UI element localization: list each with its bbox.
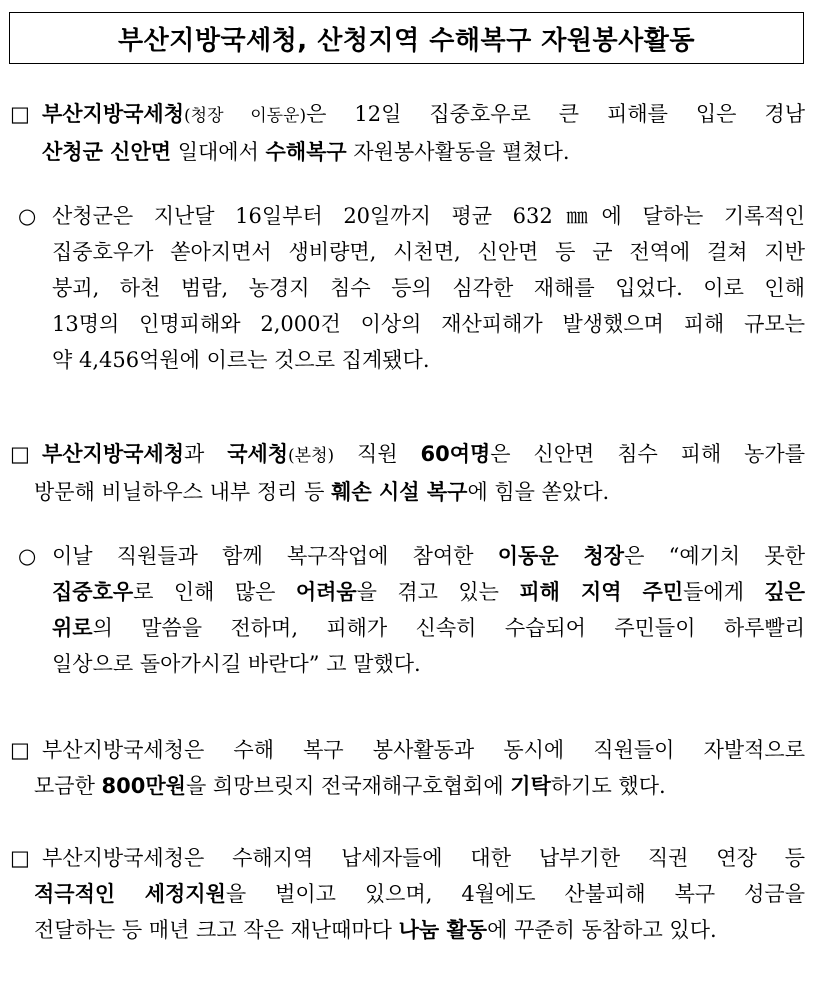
line: 일상으로 돌아가시길 바란다” 고 말했다. [52, 652, 421, 676]
text: 의 말씀을 전하며, 피해가 신속히 수습되어 주민들이 하루빨리 [92, 616, 805, 640]
line [34, 768, 805, 804]
bold-text: 수해복구 [265, 140, 347, 164]
line [34, 474, 805, 510]
text: 을 겪고 있는 [356, 580, 520, 604]
line: 약 4,456억원에 이르는 것으로 집계됐다. [52, 348, 430, 372]
text: 모금한 [34, 774, 102, 798]
square-bullet: □ [10, 442, 30, 466]
text: (청장 이동운) [184, 106, 307, 126]
line: 집중호우가 쏟아지면서 생비량면, 시천면, 신안면 등 군 전역에 걸쳐 지반 [52, 240, 805, 264]
bold-text: 국세청 [227, 442, 289, 466]
text: 에 꾸준히 동참하고 있다. [487, 918, 717, 942]
square-bullet: □ [10, 738, 30, 762]
text: 자원봉사활동을 펼쳤다. [346, 140, 570, 164]
bold-text: 적극적인 세정지원 [34, 882, 226, 906]
line [42, 436, 805, 474]
text: 을 벌이고 있으며, 4월에도 산불피해 복구 성금을 [225, 882, 805, 906]
circle-bullet: ○ [18, 204, 37, 228]
text: 과 [184, 442, 228, 466]
line: 13명의 인명피해와 2,000건 이상의 재산피해가 발생했으며 피해 규모는 [52, 312, 805, 336]
line: 부산지방국세청은 수해지역 납세자들에 대한 납부기한 직권 연장 등 [42, 846, 805, 870]
bold-text: 나눔 활동 [398, 918, 488, 942]
text: 전달하는 등 매년 크고 작은 재난때마다 [34, 918, 399, 942]
square-bullet: □ [10, 846, 30, 870]
bold-text: 산청군 신안면 [42, 140, 172, 164]
text: 이날 직원들과 함께 복구작업에 참여한 [52, 544, 498, 568]
line [52, 610, 805, 646]
text: 들에게 [683, 580, 765, 604]
bold-text: 깊은 [764, 580, 805, 604]
line [34, 876, 805, 912]
text: 은 신안면 침수 피해 농가를 [490, 442, 805, 466]
text: 직원 [334, 442, 421, 466]
bold-text: 위로 [52, 616, 93, 640]
text: 에 힘을 쏟았다. [467, 480, 610, 504]
line [52, 538, 805, 574]
line [42, 134, 805, 170]
text: 은 “예기치 못한 [624, 544, 805, 568]
text: 방문해 비닐하우스 내부 정리 등 [34, 480, 332, 504]
bold-text: 집중호우 [52, 580, 134, 604]
text: 하기도 했다. [550, 774, 666, 798]
bold-text: 피해 지역 주민 [519, 580, 684, 604]
paragraph-2 [18, 198, 805, 378]
document-title: 부산지방국세청, 산청지역 수해복구 자원봉사활동 [9, 12, 804, 64]
bold-text: 부산지방국세청 [42, 442, 185, 466]
paragraph-6 [10, 840, 805, 948]
bold-text: 부산지방국세청 [42, 102, 185, 126]
square-bullet: □ [10, 102, 30, 126]
circle-bullet: ○ [18, 544, 37, 568]
line: 붕괴, 하천 범람, 농경지 침수 등의 심각한 재해를 입었다. 이로 인해 [52, 276, 805, 300]
bold-text: 이동운 청장 [497, 544, 625, 568]
bold-text: 60여명 [420, 442, 491, 466]
text: 은 12일 집중호우로 큰 피해를 입은 경남 [306, 102, 805, 126]
line: 산청군은 지난달 16일부터 20일까지 평균 632㎜에 달하는 기록적인 [52, 204, 805, 228]
text: 을 희망브릿지 전국재해구호협회에 [185, 774, 511, 798]
bold-text: 훼손 시설 복구 [331, 480, 468, 504]
line [52, 574, 805, 610]
paragraph-1 [10, 96, 805, 170]
paragraph-5 [10, 732, 805, 804]
paragraph-4 [18, 538, 805, 682]
bold-text: 어려움 [295, 580, 357, 604]
line: 부산지방국세청은 수해 복구 봉사활동과 동시에 직원들이 자발적으로 [42, 738, 805, 762]
bold-text: 기탁 [510, 774, 551, 798]
text: (본청) [288, 446, 335, 466]
line [34, 912, 805, 948]
text: 일대에서 [171, 140, 266, 164]
line [42, 96, 805, 134]
bold-text: 800만원 [101, 774, 186, 798]
paragraph-3 [10, 436, 805, 510]
text: 로 인해 많은 [133, 580, 296, 604]
